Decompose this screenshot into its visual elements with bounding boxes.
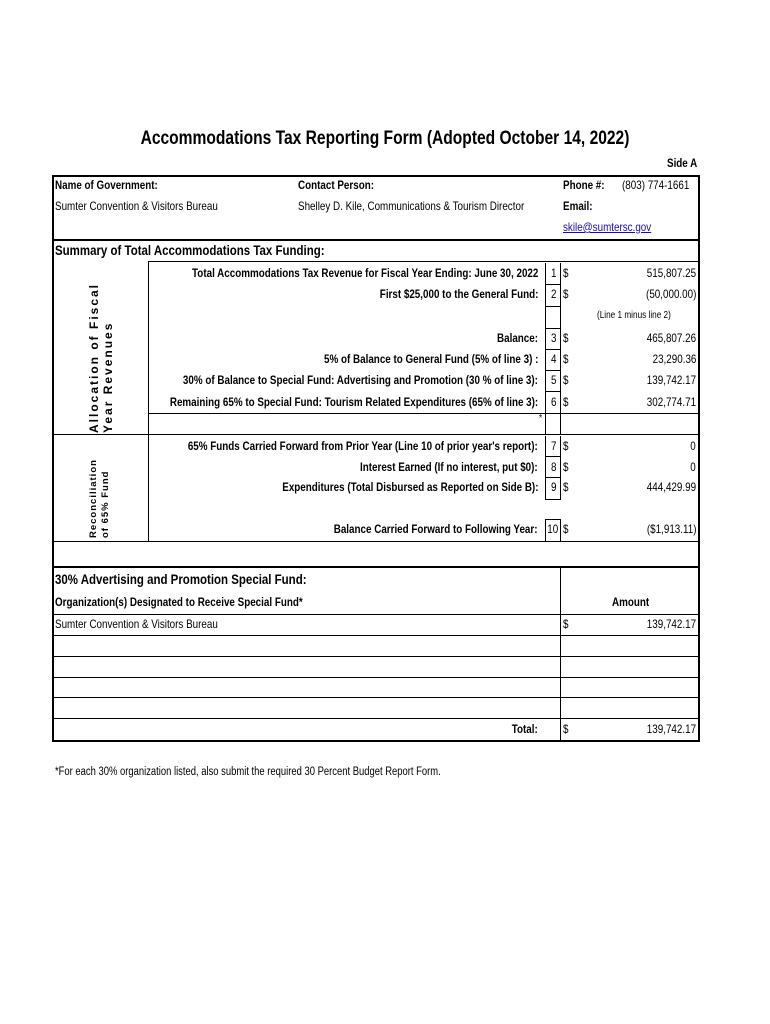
- line-9-label: Expenditures (Total Disbursed as Reported on Side B):: [281, 480, 538, 494]
- recon-num-col-right: [560, 436, 561, 500]
- contact-label: Contact Person:: [298, 178, 375, 192]
- line-4-dollar: $: [563, 352, 569, 366]
- line-8-label: Interest Earned (If no interest, put $0):: [360, 460, 538, 474]
- line-4-label: 5% of Balance to General Fund (5% of line 3) :: [323, 352, 538, 366]
- table-bottom-border: [52, 740, 700, 742]
- recon-label-1: Reconciliation: [88, 459, 99, 538]
- line-6-label: Remaining 65% to Special Fund: Tourism Related Expenditures (65% of line 3):: [169, 395, 538, 409]
- form-title: Accommodations Tax Reporting Form (Adopted October 14, 2022): [140, 128, 630, 149]
- line-2-num: 2: [550, 287, 557, 301]
- num-cell-3-bottom: [545, 349, 560, 350]
- special-fund-heading: 30% Advertising and Promotion Special Fund:: [55, 571, 307, 587]
- footnote: *For each 30% organization listed, also submit the required 30 Percent Budget Report Form.: [55, 766, 441, 778]
- line-6-num: 6: [550, 395, 557, 409]
- asterisk-col-1: [545, 413, 546, 435]
- side-label: Side A: [667, 156, 698, 170]
- line-4-num: 4: [550, 352, 557, 366]
- org-row-1-top: [52, 614, 700, 615]
- line-2-dollar: $: [563, 287, 569, 301]
- summary-top-border: [52, 239, 700, 241]
- org-row-1-dollar: $: [563, 617, 569, 631]
- line-1-label: Total Accommodations Tax Revenue for Fiscal Year Ending: June 30, 2022: [191, 266, 538, 280]
- cell-10-right: [560, 519, 561, 541]
- alloc-label-2: Year Revenues: [101, 321, 115, 433]
- line-1-value: 515,807.25: [646, 266, 696, 280]
- line-2-label: First $25,000 to the General Fund:: [379, 287, 538, 301]
- line-8-dollar: $: [563, 460, 569, 474]
- email-link[interactable]: skile@sumtersc.gov: [563, 220, 652, 234]
- amount-col-divider: [560, 566, 561, 741]
- recon-cell-9-bottom: [545, 499, 560, 500]
- alloc-bottom-border: [148, 413, 698, 414]
- line-5-num: 5: [550, 373, 557, 387]
- cell-10-top: [545, 519, 560, 520]
- line-6-value: 302,774.71: [646, 395, 696, 409]
- line-3-value: 465,807.26: [646, 331, 696, 345]
- org-row-4-top: [52, 677, 700, 678]
- cell-10-left: [545, 519, 546, 541]
- line-7-value: 0: [690, 439, 696, 453]
- line-3-label: Balance:: [496, 331, 538, 345]
- num-cell-3-top: [545, 328, 560, 329]
- org-row-5-top: [52, 697, 700, 698]
- num-cell-2-bottom: [545, 306, 560, 307]
- line-8-value: 0: [690, 460, 696, 474]
- line-5-value: 139,742.17: [646, 373, 696, 387]
- line-6-dollar: $: [563, 395, 569, 409]
- line-1-dollar: $: [563, 266, 569, 280]
- org-row-1-name: Sumter Convention & Visitors Bureau: [55, 617, 218, 631]
- line-1-num: 1: [550, 266, 557, 280]
- amount-column-header: Amount: [612, 595, 650, 609]
- line-5-label: 30% of Balance to Special Fund: Advertising and Promotion (30 % of line 3):: [182, 373, 538, 387]
- total-row-top: [52, 718, 700, 719]
- org-row-1-amount: 139,742.17: [646, 617, 696, 631]
- line-4-value: 23,290.36: [652, 352, 696, 366]
- total-dollar: $: [563, 722, 569, 736]
- recon-cell-7-bottom: [545, 456, 560, 457]
- contact-value: Shelley D. Kile, Communications & Tourism Director: [298, 199, 525, 213]
- phone-value: (803) 774-1661: [622, 178, 690, 192]
- line-8-num: 8: [550, 460, 557, 474]
- line-3-dollar: $: [563, 331, 569, 345]
- recon-label-2: of 65% Fund: [100, 470, 111, 538]
- summary-heading-bottom: [148, 261, 698, 262]
- line-10-num: 10: [547, 522, 559, 536]
- gov-value: Sumter Convention & Visitors Bureau: [55, 199, 218, 213]
- special-top-border: [52, 566, 700, 568]
- asterisk-col-2: [560, 413, 561, 435]
- email-label: Email:: [563, 199, 593, 213]
- line-10-value: ($1,913.11): [646, 522, 696, 536]
- total-label: Total:: [511, 722, 538, 736]
- recon-bottom-border: [52, 541, 700, 542]
- alloc-label-1: Allocation of Fiscal: [87, 282, 101, 433]
- recon-top-border: [52, 434, 700, 435]
- gov-label: Name of Government:: [55, 178, 158, 192]
- org-column-header: Organization(s) Designated to Receive Special Fund*: [55, 595, 303, 609]
- line-3-num: 3: [550, 331, 557, 345]
- line-9-dollar: $: [563, 480, 569, 494]
- num-col-right: [560, 263, 561, 413]
- recon-num-col-left: [545, 436, 546, 500]
- org-row-2-top: [52, 635, 700, 636]
- org-row-3-top: [52, 656, 700, 657]
- line-10-dollar: $: [563, 522, 569, 536]
- line-5-dollar: $: [563, 373, 569, 387]
- num-cell-5-bottom: [545, 391, 560, 392]
- num-cell-4-bottom: [545, 370, 560, 371]
- summary-heading: Summary of Total Accommodations Tax Funding:: [55, 242, 325, 258]
- label-column-border: [148, 261, 149, 541]
- asterisk-mark: *: [539, 413, 543, 424]
- line-7-num: 7: [550, 439, 557, 453]
- line-9-value: 444,429.99: [646, 480, 696, 494]
- phone-label: Phone #:: [563, 178, 605, 192]
- line-7-dollar: $: [563, 439, 569, 453]
- line-2-note: (Line 1 minus line 2): [597, 310, 671, 321]
- recon-cell-8-bottom: [545, 477, 560, 478]
- line-9-num: 9: [550, 480, 557, 494]
- line-2-value: (50,000.00): [645, 287, 696, 301]
- total-amount: 139,742.17: [646, 722, 696, 736]
- header-top-border: [52, 175, 700, 177]
- line-10-label: Balance Carried Forward to Following Year:: [334, 522, 538, 536]
- line-7-label: 65% Funds Carried Forward from Prior Year (Line 10 of prior year's report):: [188, 439, 538, 453]
- num-cell-1-bottom: [545, 284, 560, 285]
